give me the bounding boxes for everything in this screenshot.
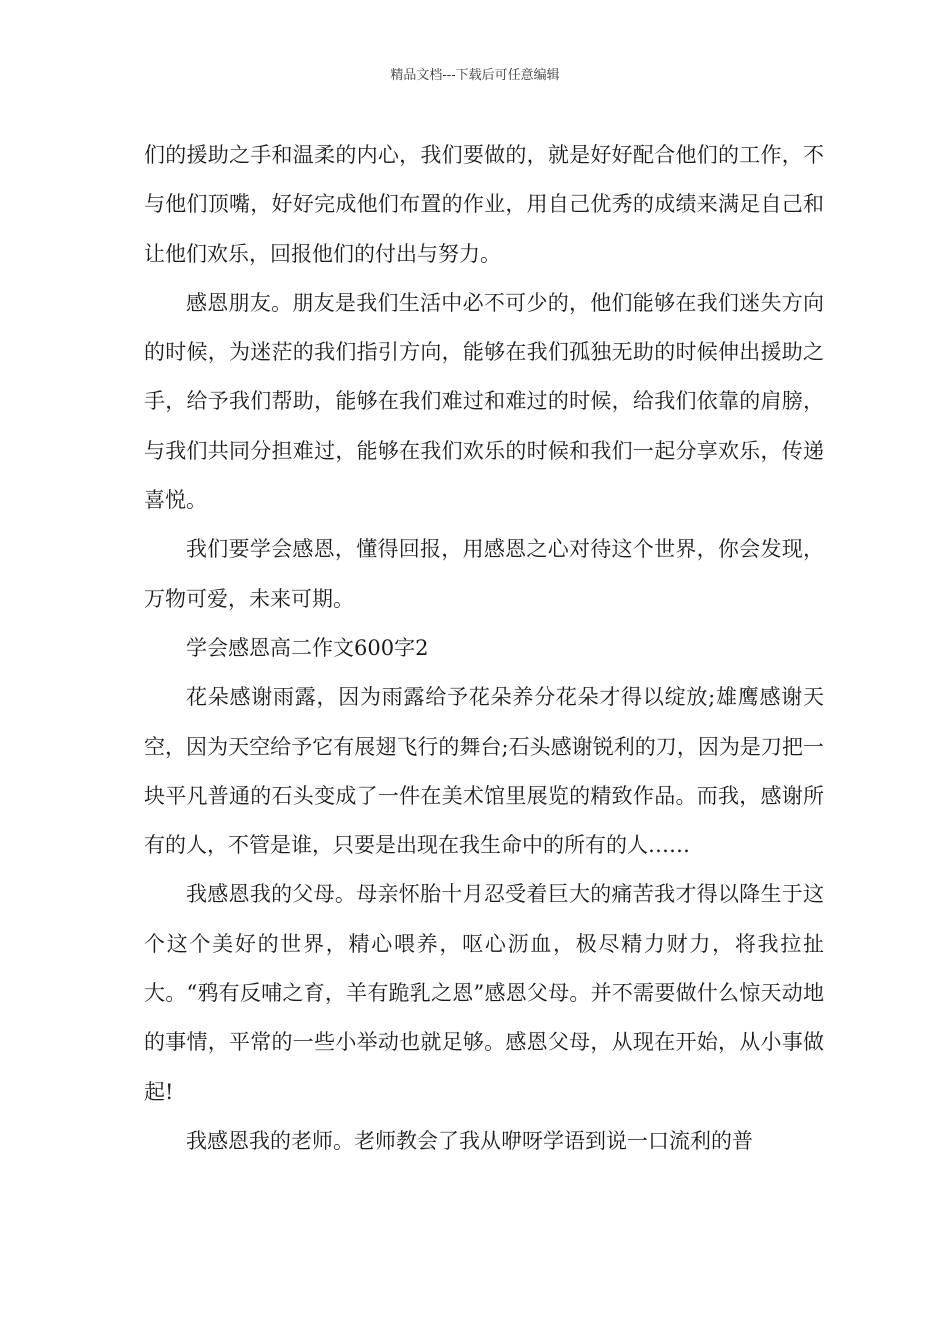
document-body [144,131,824,1166]
section-title: 学会感恩高二作文600字2 [186,635,429,660]
paragraph-teachers: 我感恩我的老师。老师教会了我从咿呀学语到说一口流利的普 [186,1128,753,1153]
paragraph-parents: 我感恩我的父母。母亲怀胎十月忍受着巨大的痛苦我才得以降生于这个这个美好的世界，精心喂养，呕心沥血，极尽精力财力，将我拉扯大。“鸦有反哺之育，羊有跪乳之恩”感恩父母。并不需要做什么惊天动地的事情，平常的一些小举动也就足够。感恩父母，从现在开始，从小事做起! [144,882,824,1104]
paragraph-continuation: 们的援助之手和温柔的内心，我们要做的，就是好好配合他们的工作，不与他们顶嘴，好好完成他们布置的作业，用自己优秀的成绩来满足自己和让他们欢乐，回报他们的付出与努力。 [144,143,824,266]
page-header: 精品文档---下载后可任意编辑 [390,68,560,83]
paragraph-conclusion: 我们要学会感恩，懂得回报，用感恩之心对待这个世界，你会发现，万物可爱，未来可期。 [144,537,824,611]
paragraph-intro: 花朵感谢雨露，因为雨露给予花朵养分花朵才得以绽放;雄鹰感谢天空，因为天空给予它有展翅飞行的舞台;石头感谢锐利的刀，因为是刀把一块平凡普通的石头变成了一件在美术馆里展览的精致作品。而我，感谢所有的人，不管是谁，只要是出现在我生命中的所有的人…… [144,685,824,858]
paragraph-friends: 感恩朋友。朋友是我们生活中必不可少的，他们能够在我们迷失方向的时候，为迷茫的我们指引方向，能够在我们孤独无助的时候伸出援助之手，给予我们帮助，能够在我们难过和难过的时候，给我们依靠的肩膀，与我们共同分担难过，能够在我们欢乐的时候和我们一起分享欢乐，传递喜悦。 [144,290,824,513]
